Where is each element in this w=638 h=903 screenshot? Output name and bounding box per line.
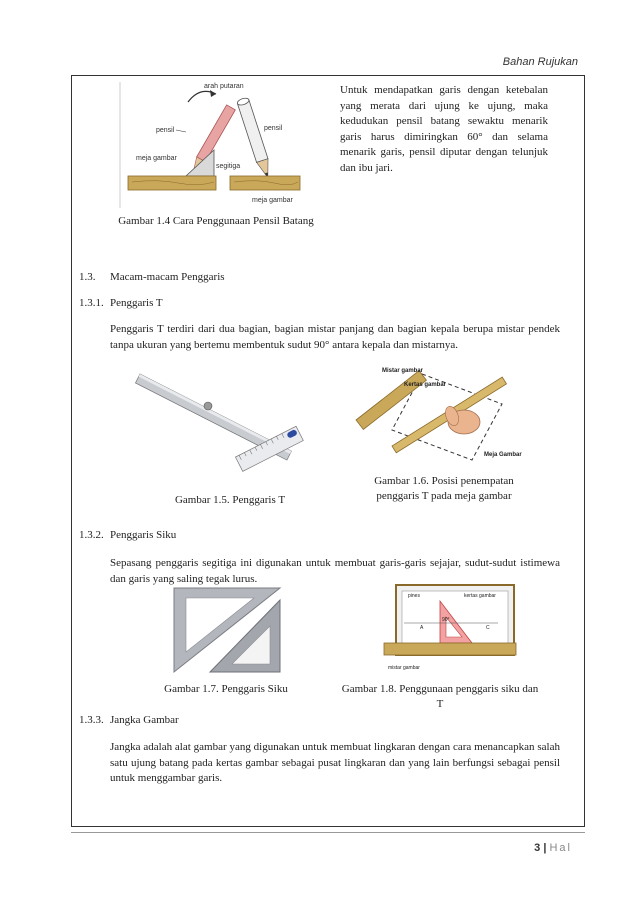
- figure-1-6-caption: Gambar 1.6. Posisi penempatan penggaris T pada meja gambar: [374, 475, 514, 502]
- footer-hal: Hal: [549, 842, 572, 854]
- section-1-3-title: Macam-macam Penggaris: [110, 271, 225, 283]
- figure-1-8-caption: Gambar 1.8. Penggunaan penggaris siku dan T: [341, 683, 539, 710]
- label-meja-gambar-b: meja gambar: [252, 197, 293, 204]
- page-number: 3: [534, 842, 541, 854]
- label-c: C: [486, 625, 490, 631]
- label-pines: pines: [408, 593, 420, 599]
- section-1-3-1-title: Penggaris T: [110, 297, 163, 309]
- label-kertas-gambar: Kertas gambar: [404, 382, 447, 388]
- figure-1-4-caption: Gambar 1.4 Cara Penggunaan Pensil Batang: [118, 215, 314, 227]
- label-pensil-b: pensil: [264, 125, 283, 132]
- section-1-3-1-number: 1.3.1.: [79, 297, 104, 309]
- section-1-3-2-title: Penggaris Siku: [110, 529, 177, 541]
- figure-1-7-caption: Gambar 1.7. Penggaris Siku: [164, 683, 288, 695]
- label-mistar-gambar-1-8: mistar gambar: [388, 665, 420, 671]
- footer-separator: |: [543, 842, 547, 854]
- label-meja-gambar-a: meja gambar: [136, 155, 177, 162]
- label-kertas-gambar-1-8: kertas gambar: [464, 593, 496, 599]
- figure-1-5-image: [130, 366, 310, 480]
- pencil-usage-text: Untuk mendapatkan garis dengan ketebalan yang merata dari ujung ke ujung, maka kedudukan pensil batang sewaktu menarik garis harus dimiringkan 60° dan selama menarik garis, pensil diputar dengan telunjuk dan ibu jari.: [340, 84, 548, 174]
- figure-1-8-image: [380, 583, 518, 673]
- section-1-3-2-number: 1.3.2.: [79, 529, 104, 541]
- label-arah-putaran: arah putaran: [204, 83, 244, 90]
- section-1-3-number: 1.3.: [79, 271, 96, 283]
- section-1-3-3-body: Jangka adalah alat gambar yang digunakan untuk membuat lingkaran dengan cara menancapkan salah satu ujung batang pada kertas gambar sebagai pusat lingkaran dan yang lain berfungsi sebagai pensil untuk menggambar garis.: [110, 741, 560, 784]
- running-header: Bahan Rujukan: [502, 56, 578, 68]
- label-90-deg: 90°: [442, 617, 450, 623]
- section-1-3-3-title: Jangka Gambar: [110, 714, 179, 726]
- figure-1-4-image: [118, 80, 308, 210]
- figure-1-6-image: [352, 364, 526, 470]
- section-1-3-2-body: Sepasang penggaris segitiga ini digunakan untuk membuat garis-garis sejajar, sudut-sudut istimewa dan garis yang saling tegak lurus.: [110, 557, 560, 585]
- footer-rule: [71, 832, 585, 833]
- label-meja-gambar: Meja Gambar: [484, 452, 522, 458]
- section-1-3-3-number: 1.3.3.: [79, 714, 104, 726]
- page-footer: [534, 842, 572, 854]
- label-a: A: [420, 625, 424, 631]
- figure-1-7-image: [170, 586, 284, 676]
- section-1-3-1-body: Penggaris T terdiri dari dua bagian, bagian mistar panjang dan bagian kepala berupa mistar pendek tanpa ukuran yang bertemu membentuk sudut 90° antara kepala dan mistarnya.: [110, 323, 560, 351]
- label-mistar-gambar: Mistar gambar: [382, 368, 424, 374]
- figure-1-5-caption: Gambar 1.5. Penggaris T: [174, 494, 286, 506]
- label-pensil-a: pensil: [156, 127, 175, 134]
- label-segitiga: segitiga: [216, 163, 241, 170]
